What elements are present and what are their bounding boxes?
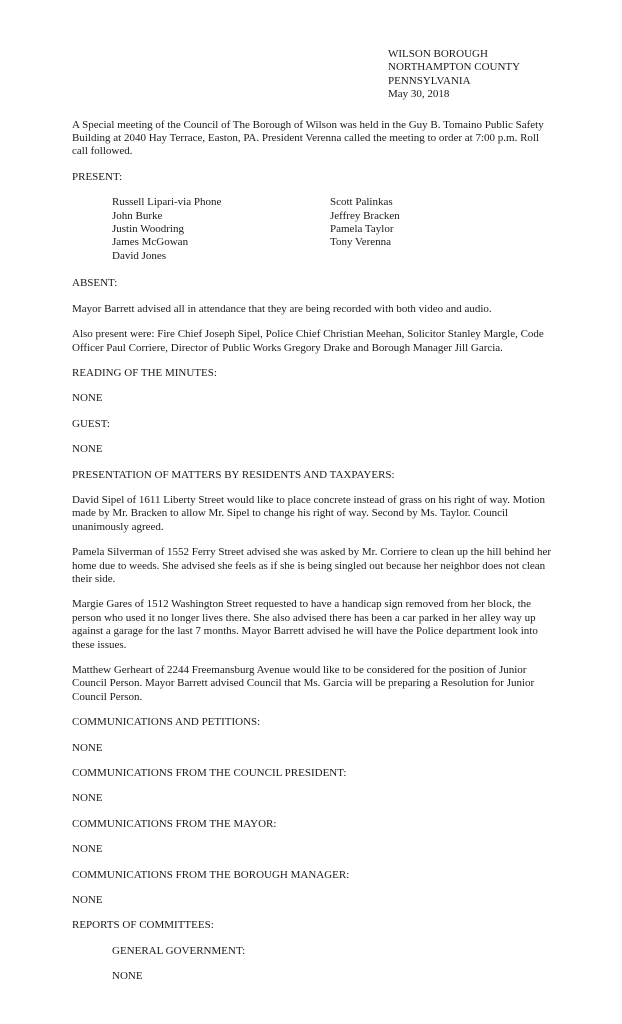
resident-matter-paragraph: Margie Gares of 1512 Washington Street requested to have a handicap sign removed from her block, the person who used it no longer lives there. She also advised there has been a car parked in her alley way up against a garage for the last 7 months. Mayor Barrett advised he will have the Police department look into these issues.	[72, 598, 538, 651]
also-present-paragraph: Also present were: Fire Chief Joseph Sipel, Police Chief Christian Meehan, Solicitor Stanley Margle, Code Officer Paul Corriere, Director of Public Works Gregory Drake and Borough Manager Jill Garcia.	[72, 328, 544, 354]
attendee-name: David Jones	[112, 249, 167, 262]
heading-reading-of-minutes: READING OF THE MINUTES:	[72, 366, 217, 379]
attendee-name: Pamela Taylor	[330, 223, 394, 236]
heading-absent: ABSENT:	[72, 277, 118, 290]
attendee-name: Scott Palinkas	[330, 196, 393, 209]
attendee-name: Jeffrey Bracken	[330, 209, 400, 222]
letterhead	[388, 48, 552, 102]
heading-presentation-of-matters: PRESENTATION OF MATTERS BY RESIDENTS AND TAXPAYERS:	[72, 468, 395, 481]
heading-present: PRESENT:	[72, 170, 123, 183]
heading-reports-of-committees: REPORTS OF COMMITTEES:	[72, 919, 214, 932]
letterhead-county: NORTHAMPTON COUNTY	[388, 61, 521, 74]
letterhead-state: PENNSYLVANIA	[388, 74, 471, 87]
value-general-government: NONE	[112, 970, 143, 983]
value-communications-and-petitions: NONE	[72, 741, 103, 754]
resident-matter-paragraph: Pamela Silverman of 1552 Ferry Street advised she was asked by Mr. Corriere to clean up the hill behind her home due to weeds. She advised she feels as if she is being singled out because her neighbor does not clean their side.	[72, 546, 551, 585]
attendee-columns	[72, 196, 552, 263]
heading-communications-council-president: COMMUNICATIONS FROM THE COUNCIL PRESIDENT:	[72, 767, 347, 780]
attendee-name: Tony Verenna	[330, 236, 392, 249]
document-content	[72, 48, 552, 996]
letterhead-borough: WILSON BOROUGH	[388, 48, 488, 60]
attendee-name: Russell Lipari-via Phone	[112, 196, 222, 209]
attendee-name: James McGowan	[112, 236, 189, 249]
heading-communications-and-petitions: COMMUNICATIONS AND PETITIONS:	[72, 716, 261, 729]
value-communications-borough-manager: NONE	[72, 894, 103, 907]
value-communications-council-president: NONE	[72, 792, 103, 805]
heading-communications-borough-manager: COMMUNICATIONS FROM THE BOROUGH MANAGER:	[72, 868, 350, 881]
attendee-column-right	[330, 196, 510, 263]
value-communications-mayor: NONE	[72, 843, 103, 856]
recording-note-paragraph: Mayor Barrett advised all in attendance that they are being recorded with both video and audio.	[72, 302, 492, 315]
value-guest: NONE	[72, 443, 103, 456]
value-reading-of-minutes: NONE	[72, 392, 103, 405]
attendee-column-left	[112, 196, 330, 263]
attendee-name: Justin Woodring	[112, 223, 184, 236]
heading-general-government: GENERAL GOVERNMENT:	[112, 944, 246, 957]
heading-communications-mayor: COMMUNICATIONS FROM THE MAYOR:	[72, 817, 277, 830]
letterhead-date: May 30, 2018	[388, 88, 450, 101]
resident-matter-paragraph: David Sipel of 1611 Liberty Street would like to place concrete instead of grass on his right of way. Motion made by Mr. Bracken to allow Mr. Sipel to change his right of way. Second by Ms. Taylor. Council unanimously agreed.	[72, 493, 545, 533]
resident-matter-paragraph: Matthew Gerheart of 2244 Freemansburg Avenue would like to be considered for the position of Junior Council Person. Mayor Barrett advised Council that Ms. Garcia will be preparing a Resolution for Junior Council Person.	[72, 664, 535, 703]
heading-guest: GUEST:	[72, 417, 110, 430]
attendee-name: John Burke	[112, 209, 163, 222]
intro-paragraph: A Special meeting of the Council of The Borough of Wilson was held in the Guy B. Tomaino Public Safety Building at 2040 Hay Terrace, Easton, PA. President Verenna called the meeting to order at 7:00 p.m. Roll call followed.	[72, 118, 544, 158]
